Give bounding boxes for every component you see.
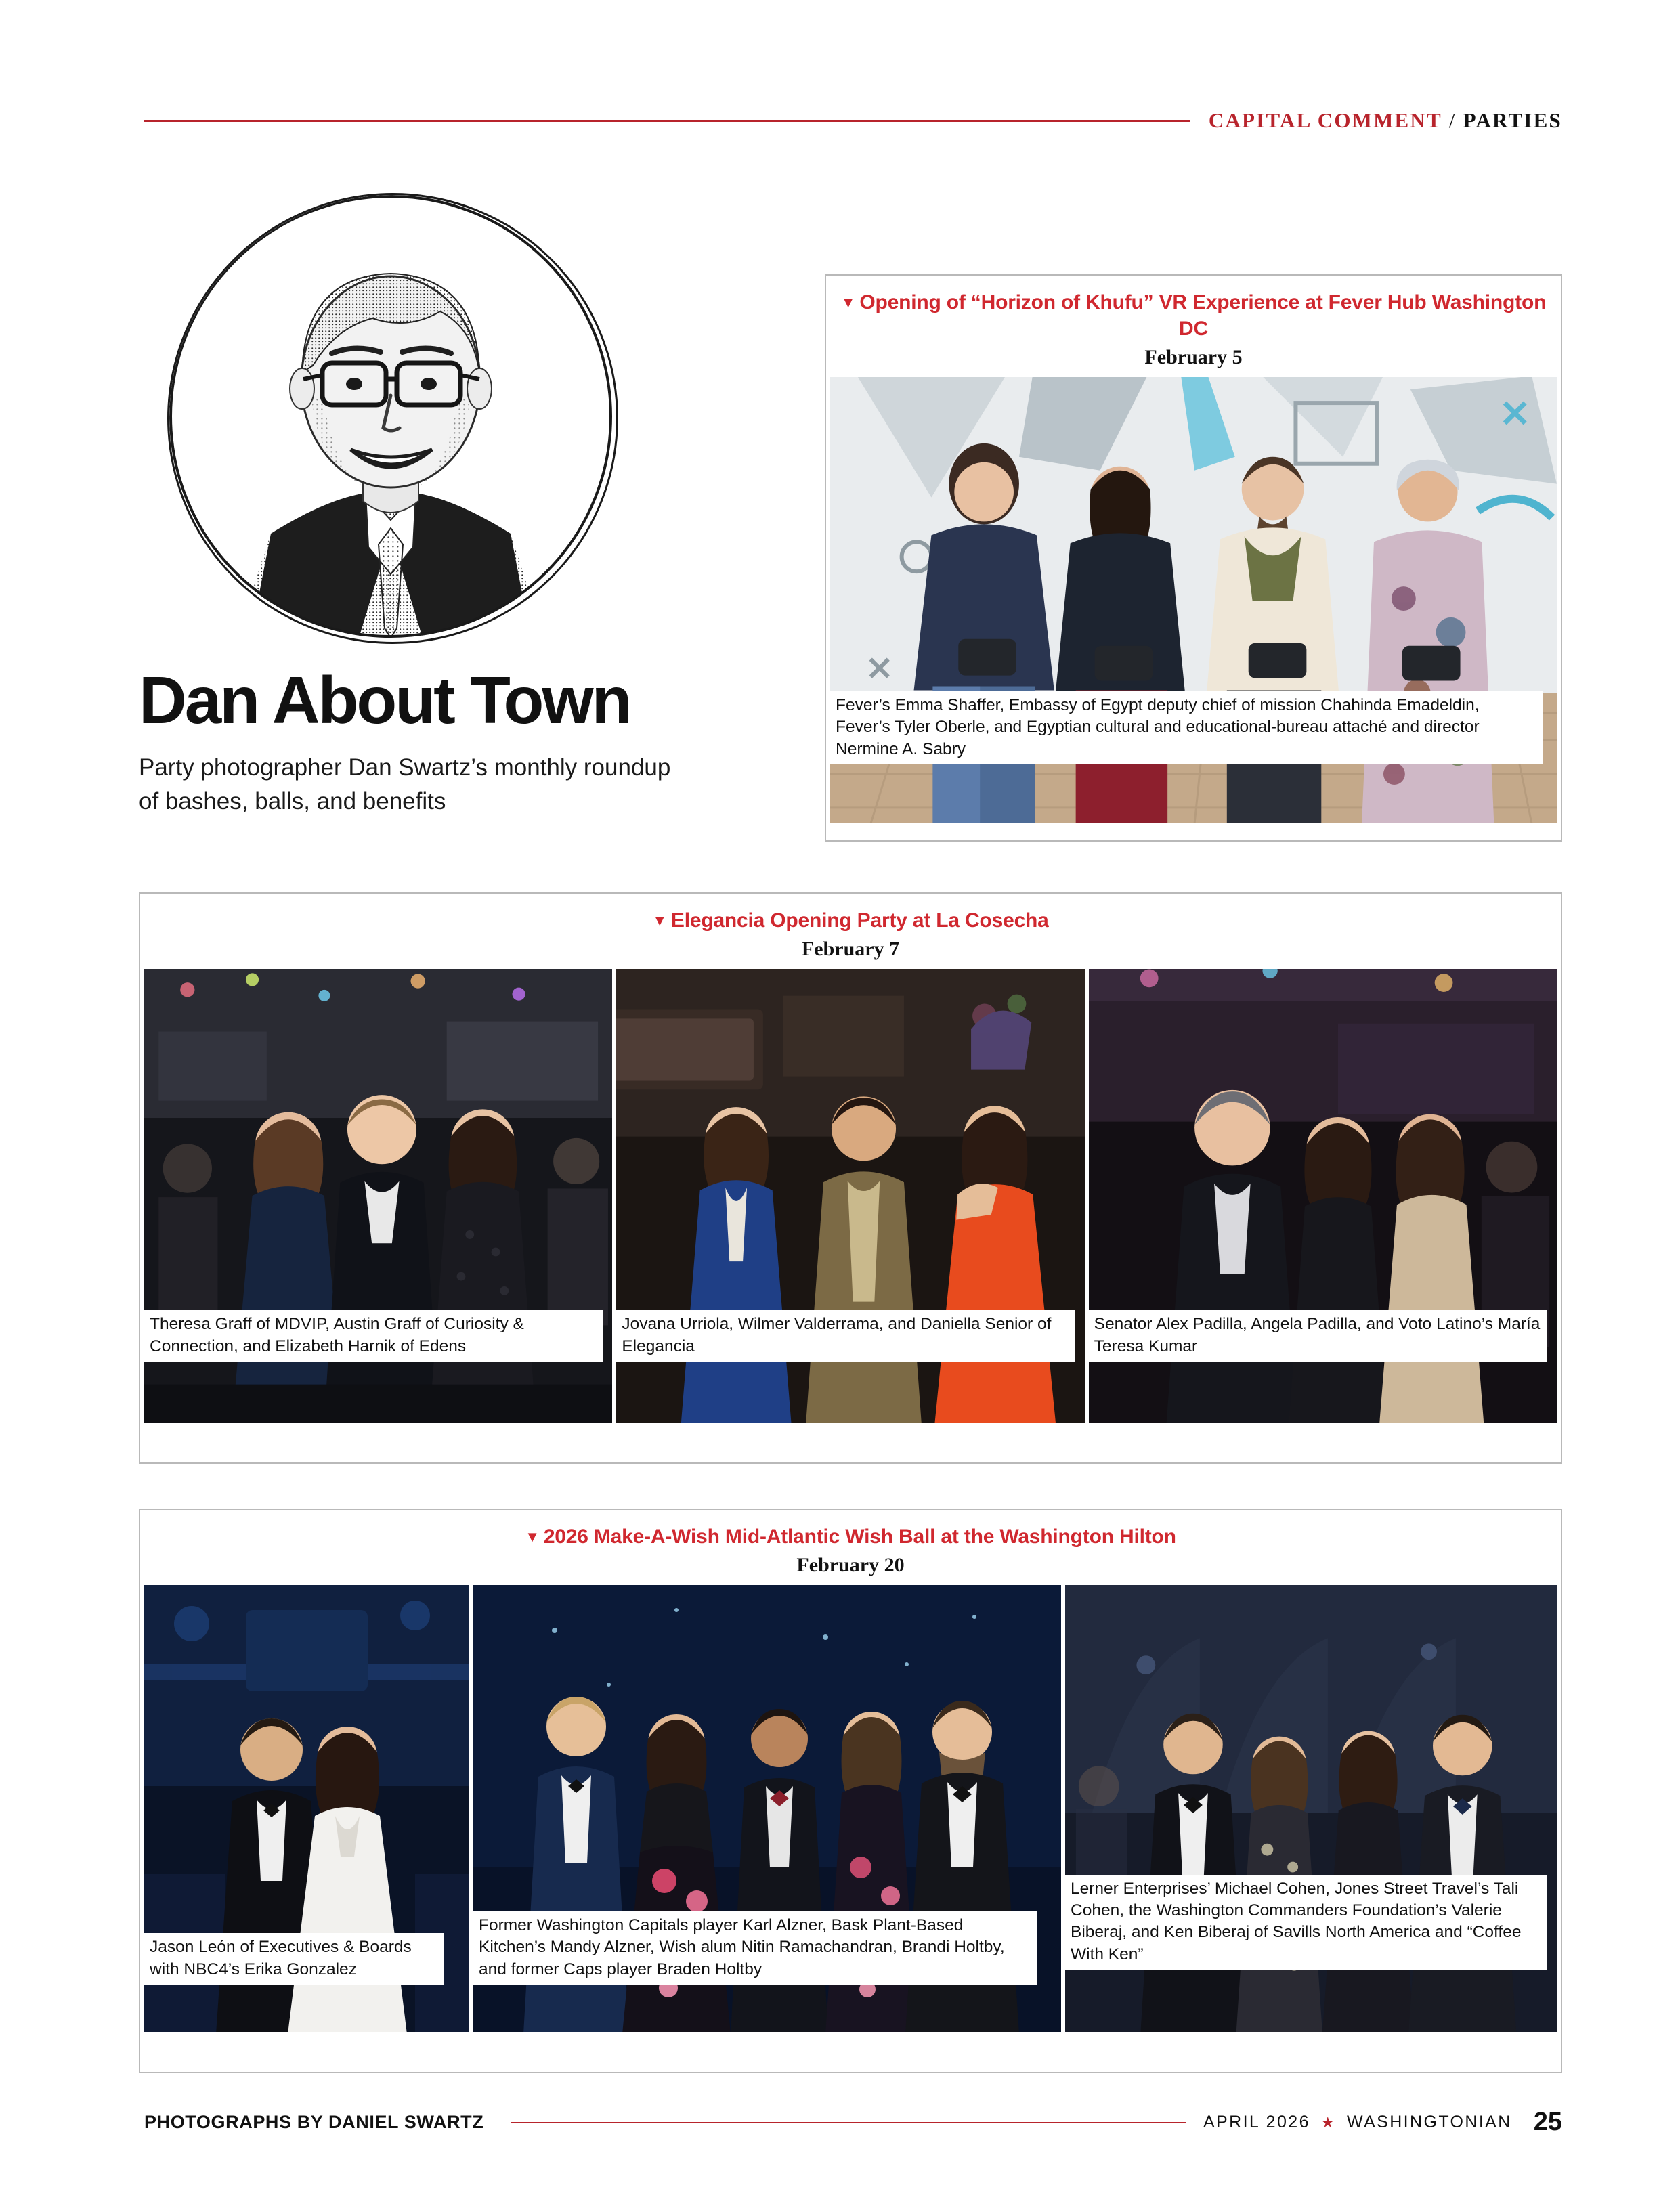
event-block-1 — [825, 274, 1562, 842]
event-1-header — [826, 276, 1561, 377]
page-footer — [144, 2108, 1562, 2137]
footer-rule — [511, 2122, 1186, 2123]
event-2-title: ▼ Elegancia Opening Party at La Cosecha — [652, 909, 1049, 932]
event-1-photos — [826, 377, 1561, 827]
event-3-caption-3: Lerner Enterprises’ Michael Cohen, Jones Street Travel’s Tali Cohen, the Washington Commanders Foundation’s Valerie Biberaj, and Ken Biberaj of Savills North America and “Coffee With Ken” — [1065, 1875, 1547, 1970]
page-kicker — [144, 108, 1562, 133]
footer-meta — [1186, 2108, 1562, 2137]
event-3-photo-2 — [473, 1585, 1061, 2032]
event-3-caption-1: Jason León of Executives & Boards with NBC4’s Erika Gonzalez — [144, 1933, 444, 1985]
page-number: 25 — [1533, 2108, 1562, 2136]
kicker-text — [1190, 108, 1562, 133]
footer-right — [511, 2108, 1562, 2137]
author-portrait — [167, 193, 618, 644]
page-title: Dan About Town — [139, 663, 630, 737]
event-3-photo-3 — [1065, 1585, 1557, 2032]
triangle-marker-icon: ▼ — [840, 294, 856, 311]
event-3-date: February 20 — [796, 1554, 905, 1576]
event-1-title: ▼ Opening of “Horizon of Khufu” VR Experience at Fever Hub Washington DC — [840, 291, 1547, 340]
issue-date: APRIL 2026 — [1203, 2112, 1310, 2131]
event-block-2 — [139, 892, 1562, 1464]
star-icon: ★ — [1320, 2113, 1336, 2131]
event-1-photo-1 — [830, 377, 1557, 823]
event-3-photos — [140, 1585, 1561, 2036]
event-2-caption-1: Theresa Graff of MDVIP, Austin Graff of Curiosity & Connection, and Elizabeth Harnik of Edens — [144, 1310, 603, 1362]
page-dek: Party photographer Dan Swartz’s monthly roundup of bashes, balls, and benefits — [139, 754, 671, 815]
event-1-date: February 5 — [1144, 346, 1243, 368]
column-masthead — [139, 663, 816, 818]
kicker-rule — [144, 120, 1190, 122]
kicker-subsection-label: PARTIES — [1463, 108, 1562, 132]
event-2-caption-3: Senator Alex Padilla, Angela Padilla, and Voto Latino’s María Teresa Kumar — [1089, 1310, 1548, 1362]
event-2-date: February 7 — [801, 938, 900, 960]
publication-name: WASHINGTONIAN — [1347, 2112, 1512, 2131]
triangle-marker-icon: ▼ — [525, 1528, 540, 1545]
event-2-photo-1 — [144, 969, 612, 1423]
event-3-header — [140, 1510, 1561, 1585]
event-block-3 — [139, 1509, 1562, 2073]
event-3-photo-1 — [144, 1585, 469, 2032]
photo-credit: PHOTOGRAPHS BY DANIEL SWARTZ — [144, 2112, 484, 2132]
kicker-separator: / — [1442, 108, 1463, 132]
event-2-caption-2: Jovana Urriola, Wilmer Valderrama, and Daniella Senior of Elegancia — [616, 1310, 1075, 1362]
triangle-marker-icon: ▼ — [652, 912, 667, 929]
event-2-header — [140, 894, 1561, 969]
event-2-photos — [140, 969, 1561, 1427]
event-3-title: ▼ 2026 Make-A-Wish Mid-Atlantic Wish Ball at the Washington Hilton — [525, 1525, 1176, 1548]
kicker-section-label: CAPITAL COMMENT — [1208, 108, 1442, 132]
event-3-caption-2: Former Washington Capitals player Karl Alzner, Bask Plant-Based Kitchen’s Mandy Alzner, Wish alum Nitin Ramachandran, Brandi Holtby, and former Caps player Braden Holtby — [473, 1911, 1037, 1985]
event-2-photo-3 — [1089, 969, 1557, 1423]
event-2-photo-2 — [616, 969, 1084, 1423]
event-1-caption-1: Fever’s Emma Shaffer, Embassy of Egypt deputy chief of mission Chahinda Emadeldin, Fever’s Tyler Oberle, and Egyptian cultural and educational-bureau attaché and director Nermine A. Sabry — [830, 691, 1543, 764]
